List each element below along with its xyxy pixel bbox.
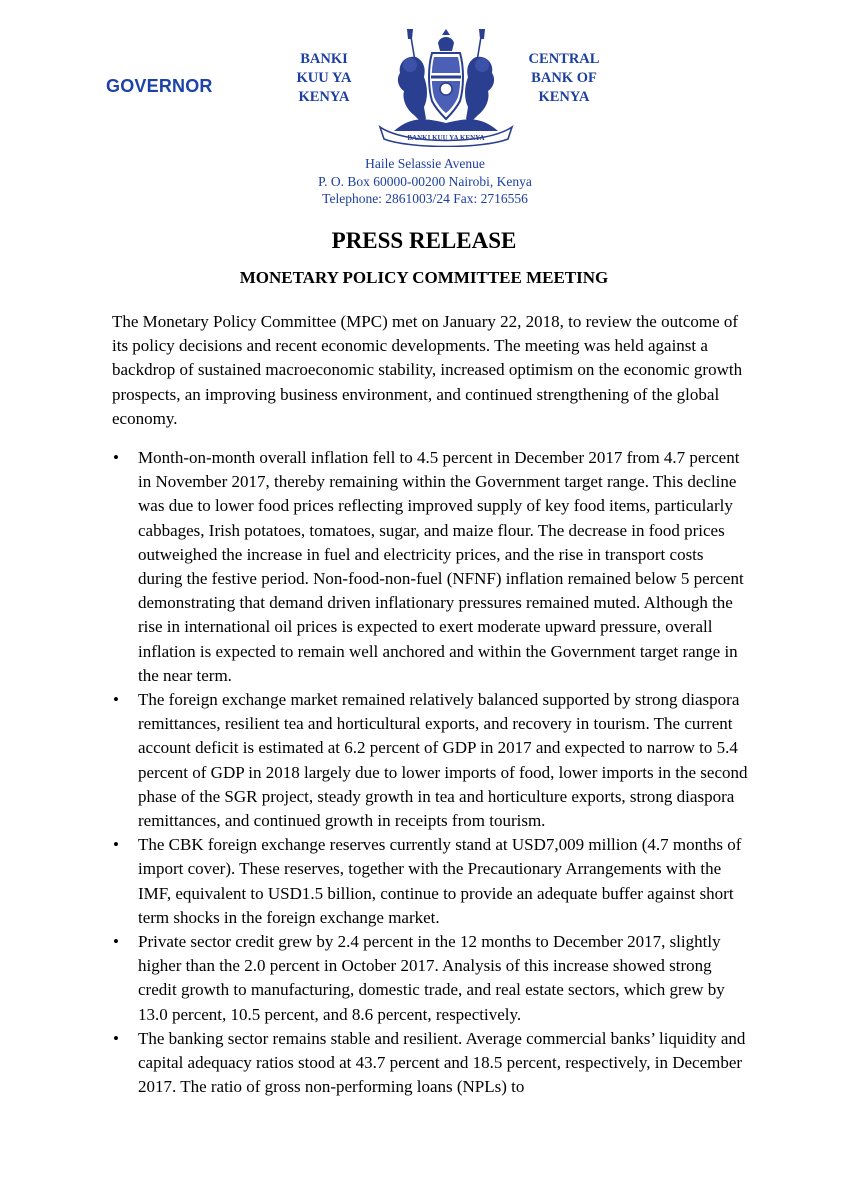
list-item: • The banking sector remains stable and resilient. Average commercial banks’ liquidity and capital adequacy ratios stood at 43.7 percent and 18.5 percent, respectively, in December 2017. The ratio of gross non-performing loans (NPLs) to (112, 1027, 752, 1100)
address-telephone: Telephone: 2861003/24 Fax: 2716556 (322, 191, 528, 206)
crest-ribbon-text: BANKI KUU YA KENYA (407, 134, 485, 142)
bank-name-english-line: CENTRAL (528, 51, 600, 67)
page-subtitle: MONETARY POLICY COMMITTEE MEETING (239, 268, 609, 287)
bank-name-swahili-line: KUU YA (296, 70, 352, 86)
bullet-list (112, 446, 752, 1099)
address-block (300, 155, 550, 208)
bank-name-english-line: KENYA (538, 89, 590, 105)
coat-of-arms-logo (376, 27, 516, 147)
list-item: • Private sector credit grew by 2.4 percent in the 12 months to December 2017, slightly higher than the 2.0 percent in October 2017. Analysis of this increase showed strong credit growth to manufacturing, domestic trade, and real estate sectors, which grew by 13.0 percent, 10.5 percent, and 8.6 percent, respectively. (112, 930, 752, 1027)
bank-name-swahili-line: BANKI (300, 51, 348, 67)
bank-name-english (520, 50, 608, 107)
governor-label: GOVERNOR (106, 76, 213, 96)
page-title: PRESS RELEASE (331, 228, 517, 253)
list-item: • The CBK foreign exchange reserves currently stand at USD7,009 million (4.7 months of import cover). These reserves, together with the Precautionary Arrangements with the IMF, equivalent to USD1.5 billion, continue to provide an adequate buffer against short term shocks in the foreign exchange market. (112, 833, 752, 930)
bank-name-swahili (284, 50, 364, 107)
bank-name-swahili-line: KENYA (298, 89, 350, 105)
intro-paragraph: The Monetary Policy Committee (MPC) met on January 22, 2018, to review the outcome of its policy decisions and recent economic developments. The meeting was held against a backdrop of sustained macroeconomic stability, increased optimism on the economic growth prospects, an improving business environment, and continued strengthening of the global economy. (112, 312, 743, 428)
list-item: • The foreign exchange market remained relatively balanced supported by strong diaspora remittances, resilient tea and horticultural exports, and recovery in tourism. The current account deficit is estimated at 6.2 percent of GDP in 2017 and expected to narrow to 5.4 percent of GDP in 2018 largely due to lower imports of food, lower imports in the second phase of the SGR project, steady growth in tea and horticulture exports, strong diaspora remittances, and continued growth in receipts from tourism. (112, 688, 752, 833)
bank-name-english-line: BANK OF (531, 70, 597, 86)
list-item: • Month-on-month overall inflation fell to 4.5 percent in December 2017 from 4.7 percent in November 2017, thereby remaining within the Government target range. This decline was due to lower food prices reflecting improved supply of key food items, particularly cabbages, Irish potatoes, tomatoes, sugar, and maize flour. The decrease in food prices outweighed the increase in fuel and electricity prices, and the rise in transport costs during the festive period. Non-food-non-fuel (NFNF) inflation remained below 5 percent demonstrating that demand driven inflationary pressures remained muted. Although the rise in international oil prices is expected to exert moderate upward pressure, overall inflation is expected to remain well anchored and within the Government target range in the near term. (112, 446, 752, 688)
address-street: Haile Selassie Avenue (365, 156, 485, 171)
address-po-box: P. O. Box 60000-00200 Nairobi, Kenya (318, 173, 532, 189)
